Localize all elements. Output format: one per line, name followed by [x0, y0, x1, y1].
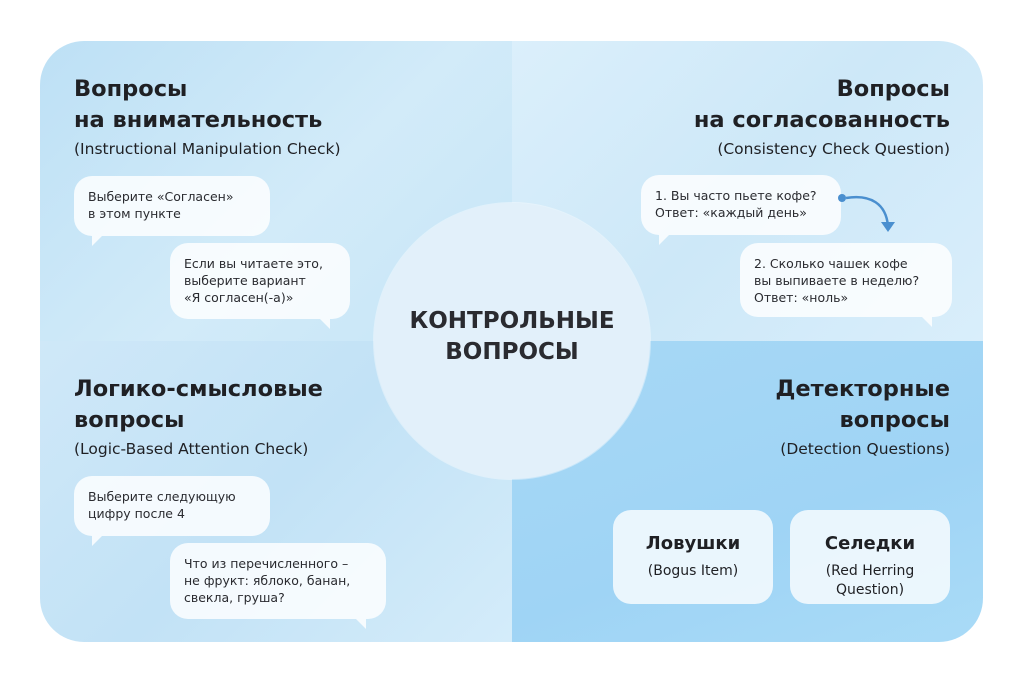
- box-title: Селедки: [824, 533, 916, 554]
- bubble-line: Ответ: «ноль»: [754, 290, 849, 305]
- bubble-tail: [922, 317, 932, 327]
- speech-bubble: [170, 243, 350, 319]
- detection-title: [775, 374, 950, 436]
- bubble-line: выберите вариант: [184, 273, 306, 288]
- center-title-line2: ВОПРОСЫ: [445, 339, 579, 365]
- curved-arrow-icon: [836, 188, 906, 240]
- box-title: Ловушки: [645, 533, 741, 554]
- center-title: [374, 306, 650, 368]
- bubble-line: Выберите «Согласен»: [88, 189, 234, 204]
- logic-title: [74, 374, 323, 436]
- bubble-line: не фрукт: яблоко, банан,: [184, 573, 351, 588]
- box-subtitle-line2: Question): [835, 582, 905, 598]
- attention-title-line1: Вопросы: [74, 76, 188, 102]
- consistency-title-line2: на согласованность: [693, 107, 950, 133]
- red-herring-box: [790, 510, 950, 604]
- speech-bubble: [740, 243, 952, 317]
- consistency-subtitle: (Consistency Check Question): [717, 140, 950, 158]
- bubble-line: цифру после 4: [88, 506, 185, 521]
- speech-bubble: [641, 175, 841, 235]
- logic-title-line2: вопросы: [74, 407, 185, 433]
- bogus-item-box: [613, 510, 773, 604]
- bubble-line: вы выпиваете в неделю?: [754, 273, 920, 288]
- speech-bubble: [74, 476, 270, 536]
- bubble-line: Ответ: «каждый день»: [655, 205, 807, 220]
- bubble-tail: [92, 236, 102, 246]
- bubble-line: «Я согласен(-а)»: [184, 290, 294, 305]
- box-subtitle-line1: (Red Herring: [825, 563, 915, 579]
- bubble-tail: [92, 536, 102, 546]
- bubble-tail: [320, 319, 330, 329]
- center-title-line1: КОНТРОЛЬНЫЕ: [409, 308, 615, 334]
- bubble-line: Если вы читаете это,: [184, 256, 323, 271]
- attention-title: [74, 74, 322, 136]
- bubble-line: Что из перечисленного –: [184, 556, 349, 571]
- bubble-line: 1. Вы часто пьете кофе?: [655, 188, 817, 203]
- bubble-line: свекла, груша?: [184, 590, 285, 605]
- bubble-tail: [356, 619, 366, 629]
- bubble-line: Выберите следующую: [88, 489, 236, 504]
- bubble-line: 2. Сколько чашек кофе: [754, 256, 908, 271]
- detection-title-line2: вопросы: [839, 407, 950, 433]
- logic-title-line1: Логико-смысловые: [74, 376, 323, 402]
- bubble-line: в этом пункте: [88, 206, 181, 221]
- bubble-tail: [659, 235, 669, 245]
- consistency-title: [694, 74, 950, 136]
- detection-title-line1: Детекторные: [775, 376, 950, 402]
- consistency-title-line1: Вопросы: [836, 76, 950, 102]
- attention-title-line2: на внимательность: [74, 107, 323, 133]
- speech-bubble: [74, 176, 270, 236]
- logic-subtitle: (Logic-Based Attention Check): [74, 440, 309, 458]
- box-subtitle: [790, 562, 950, 600]
- attention-subtitle: (Instructional Manipulation Check): [74, 140, 341, 158]
- speech-bubble: [170, 543, 386, 619]
- detection-subtitle: (Detection Questions): [780, 440, 950, 458]
- box-subtitle: (Bogus Item): [647, 563, 739, 579]
